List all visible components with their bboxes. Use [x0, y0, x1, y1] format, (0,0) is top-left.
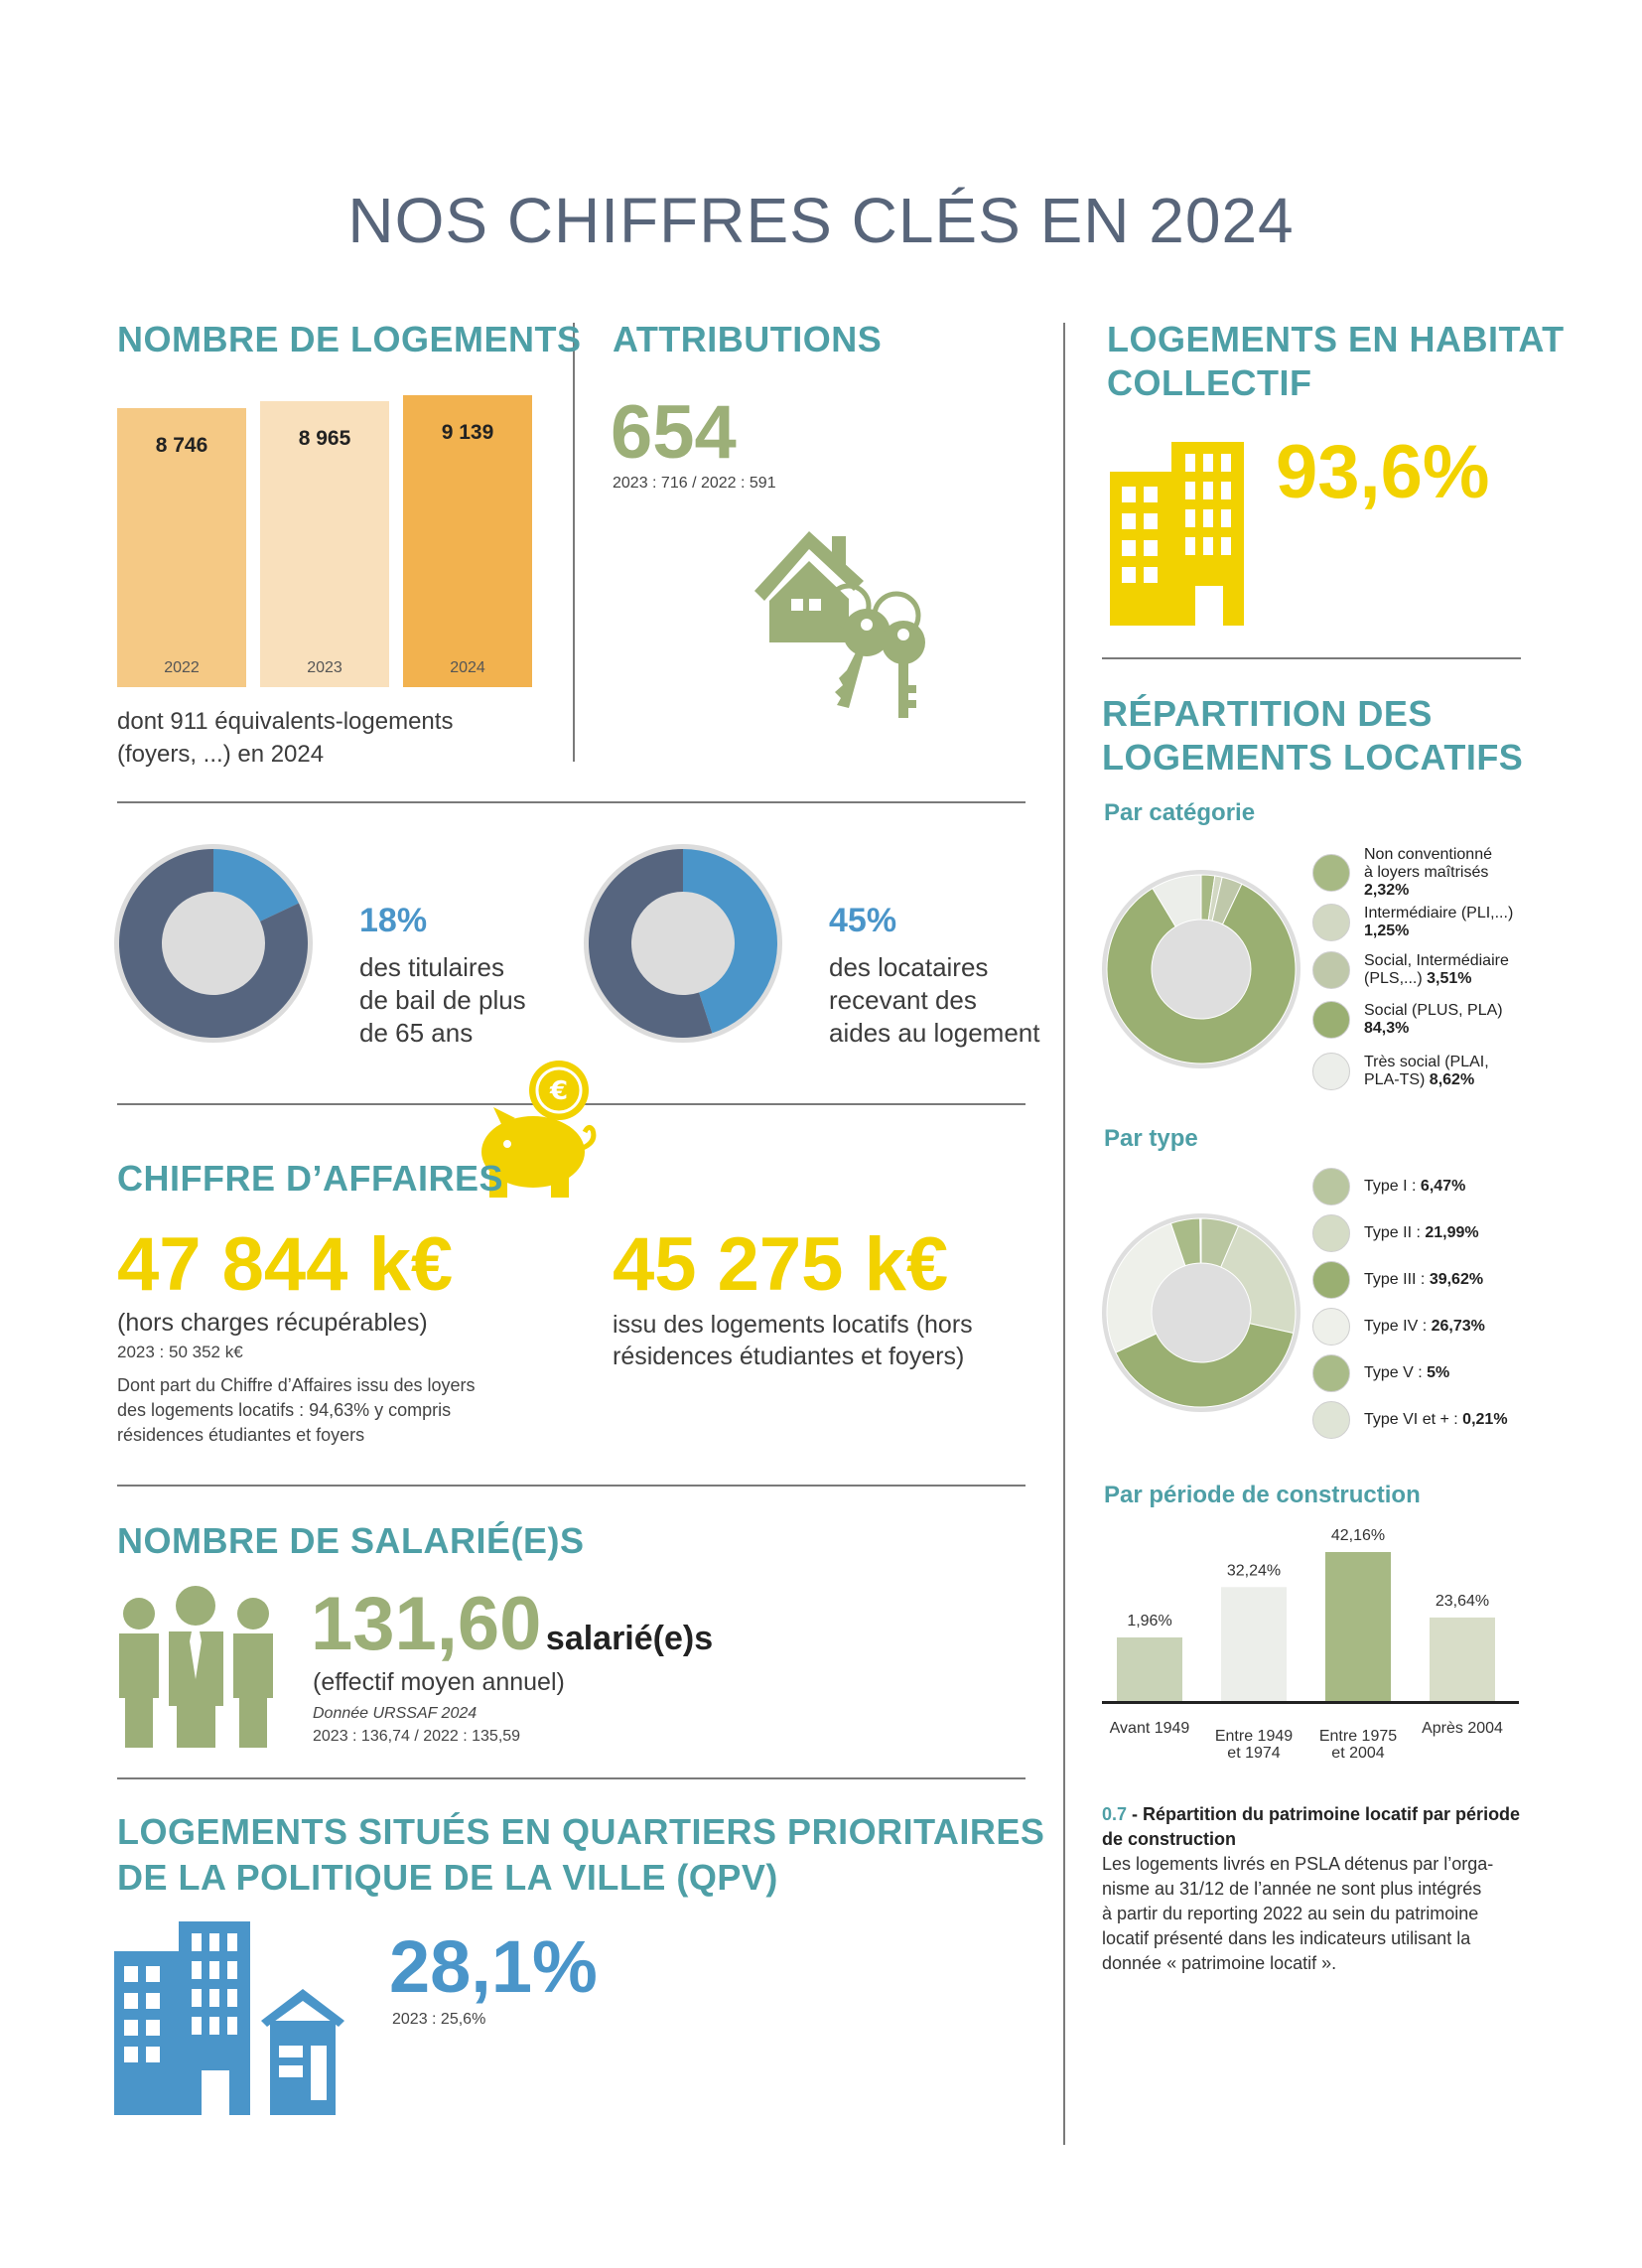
type-legend-item — [1312, 1401, 1508, 1439]
legend-swatch — [1312, 1308, 1350, 1346]
legend-swatch — [1312, 1168, 1350, 1205]
logements-bar-year: 2024 — [450, 659, 485, 676]
ca-value1-note: (hors charges récupérables) — [117, 1309, 428, 1337]
legend-swatch — [1312, 904, 1350, 941]
legend-swatch — [1312, 1214, 1350, 1252]
logements-bar — [403, 395, 532, 687]
periode-bar-category: Entre 1975 — [1318, 1728, 1398, 1745]
periode-bar-category: et 2004 — [1331, 1745, 1385, 1762]
salaries-title: NOMBRE DE SALARIÉ(E)S — [117, 1520, 585, 1561]
salaries-number: 131,60 — [311, 1582, 542, 1666]
legend-swatch — [1312, 951, 1350, 989]
periode-bar-value: 32,24% — [1226, 1562, 1282, 1580]
categorie-title: Par catégorie — [1104, 799, 1256, 826]
legend-swatch — [1312, 1001, 1350, 1039]
legend-label: Social, Intermédiaire (PLS,...) 3,51% — [1364, 952, 1509, 987]
categorie-donut — [1102, 870, 1300, 1068]
legend-swatch — [1312, 1354, 1350, 1392]
logements-bar-value: 8 965 — [298, 427, 351, 450]
salaries-value — [311, 1581, 713, 1667]
legend-label: Social (PLUS, PLA) 84,3% — [1364, 1002, 1503, 1037]
logements-bar — [117, 408, 246, 687]
people-icon — [114, 1584, 278, 1748]
logements-bar-value: 8 746 — [155, 434, 208, 457]
attributions-value: 654 — [611, 390, 737, 475]
qpv-history: 2023 : 25,6% — [392, 2011, 486, 2028]
legend-label: Très social (PLAI, PLA-TS) 8,62% — [1364, 1054, 1489, 1088]
categorie-legend-item — [1312, 904, 1513, 941]
legend-swatch — [1312, 1401, 1350, 1439]
ca-value1-detail: Dont part du Chiffre d’Affaires issu des loyers des logements locatifs : 94,63% y compris résidences étudiantes et foyers — [117, 1375, 476, 1445]
svg-text:€: € — [549, 1076, 569, 1106]
logements-bar-year: 2023 — [307, 659, 342, 676]
ca-title: CHIFFRE D’AFFAIRES — [117, 1158, 504, 1199]
footnote-title: 0.7 - Répartition du patrimoine locatif par période — [1102, 1804, 1521, 1824]
logements-note: dont 911 équivalents-logements (foyers, ...) en 2024 — [117, 708, 454, 768]
periode-bar — [1221, 1587, 1287, 1701]
type-legend-item — [1312, 1308, 1485, 1346]
donut-titulaires — [114, 844, 313, 1043]
salaries-source: Donnée URSSAF 2024 — [313, 1705, 478, 1722]
type-donut — [1102, 1213, 1300, 1412]
collectif-value: 93,6% — [1276, 430, 1490, 514]
periode-bar — [1325, 1552, 1391, 1701]
pie-slice — [1200, 1218, 1201, 1263]
periode-bar-category: et 1974 — [1227, 1745, 1281, 1762]
ca-value2-note: issu des logements locatifs (hors résidences étudiantes et foyers) — [613, 1311, 973, 1370]
periode-bar — [1430, 1618, 1495, 1701]
house-keys-icon — [750, 521, 928, 720]
periode-bar-value: 1,96% — [1127, 1613, 1172, 1630]
salaries-history: 2023 : 136,74 / 2022 : 135,59 — [313, 1728, 521, 1745]
periode-bar-chart — [1097, 1524, 1524, 1782]
legend-label: Type II : 21,99% — [1364, 1224, 1479, 1241]
periode-bar-category: Après 2004 — [1422, 1720, 1503, 1737]
ca-value2: 45 275 k€ — [613, 1222, 949, 1307]
building-icon-yellow — [1110, 442, 1244, 626]
type-legend-item — [1312, 1261, 1483, 1299]
divider-left-4 — [117, 1777, 1026, 1779]
periode-bar-value: 23,64% — [1435, 1592, 1490, 1610]
logements-title: NOMBRE DE LOGEMENTS — [117, 319, 582, 359]
attributions-title: ATTRIBUTIONS — [613, 319, 883, 359]
periode-bar-category: Entre 1949 — [1214, 1728, 1294, 1745]
page-title: NOS CHIFFRES CLÉS EN 2024 — [347, 185, 1295, 256]
donut-locataires — [584, 844, 782, 1043]
ca-value1-history: 2023 : 50 352 k€ — [117, 1343, 243, 1361]
categorie-legend-item — [1312, 1001, 1503, 1039]
salaries-unit: salarié(e)s — [545, 1620, 714, 1657]
attributions-history: 2023 : 716 / 2022 : 591 — [613, 475, 776, 492]
legend-swatch — [1312, 854, 1350, 892]
legend-label: Type I : 6,47% — [1364, 1178, 1466, 1195]
divider-left-3 — [117, 1485, 1026, 1487]
categorie-legend-item — [1312, 846, 1492, 900]
logements-bar — [260, 401, 389, 687]
logements-bar-value: 9 139 — [441, 421, 494, 444]
repartition-title: RÉPARTITION DES LOGEMENTS LOCATIFS — [1102, 693, 1524, 778]
legend-label: Type V : 5% — [1364, 1364, 1450, 1381]
divider-vertical-right — [1063, 323, 1065, 2145]
categorie-legend-item — [1312, 951, 1509, 989]
type-legend-item — [1312, 1354, 1449, 1392]
periode-bar — [1117, 1637, 1182, 1701]
legend-label: Type VI et + : 0,21% — [1364, 1411, 1508, 1428]
donut-locataires-label: des locataires recevant des aides au logement — [829, 952, 1040, 1048]
divider-left-1 — [117, 801, 1026, 803]
donut-titulaires-pct: 18% — [359, 902, 428, 939]
qpv-title: LOGEMENTS SITUÉS EN QUARTIERS PRIORITAIRES DE LA POLITIQUE DE LA VILLE (QPV) — [117, 1811, 1045, 1898]
legend-label: Non conventionné à loyers maîtrisés 2,32% — [1364, 846, 1492, 899]
donut-locataires-pct: 45% — [829, 902, 897, 939]
legend-label: Type III : 39,62% — [1364, 1271, 1484, 1288]
periode-bar-category: Avant 1949 — [1109, 1720, 1190, 1737]
legend-label: Type IV : 26,73% — [1364, 1318, 1485, 1335]
legend-swatch — [1312, 1261, 1350, 1299]
type-legend-item — [1312, 1168, 1465, 1205]
footnote-title2: de construction — [1102, 1829, 1237, 1849]
qpv-buildings-icon — [114, 1921, 352, 2115]
legend-label: Intermédiaire (PLI,...) 1,25% — [1364, 905, 1514, 939]
legend-swatch — [1312, 1053, 1350, 1090]
footnote: 0.7 - Répartition du patrimoine locatif par période de construction Les logements livrés en PSLA détenus par l’orga- nisme au 31/12 de l’année ne sont plus intégrés à partir du reporting 2022 au sein du patrimoine locatif présenté dans les indicateurs utilisant la donnée « patrimoine locatif ». — [1102, 1802, 1529, 1976]
type-title: Par type — [1104, 1125, 1198, 1152]
periode-axis — [1102, 1701, 1519, 1704]
logements-bar-year: 2022 — [164, 659, 200, 676]
ca-value1: 47 844 k€ — [117, 1222, 454, 1307]
logements-bar-chart — [117, 387, 534, 687]
collectif-title: LOGEMENTS EN HABITAT COLLECTIF — [1107, 319, 1565, 403]
periode-title: Par période de construction — [1104, 1482, 1421, 1508]
type-legend-item — [1312, 1214, 1479, 1252]
periode-bar-value: 42,16% — [1330, 1527, 1386, 1544]
salaries-note: (effectif moyen annuel) — [313, 1668, 565, 1696]
qpv-value: 28,1% — [389, 1925, 598, 2008]
categorie-legend-item — [1312, 1053, 1489, 1090]
divider-right-1 — [1102, 657, 1521, 659]
divider-vertical-top — [573, 323, 575, 762]
donut-titulaires-label: des titulaires de bail de plus de 65 ans — [359, 952, 526, 1048]
